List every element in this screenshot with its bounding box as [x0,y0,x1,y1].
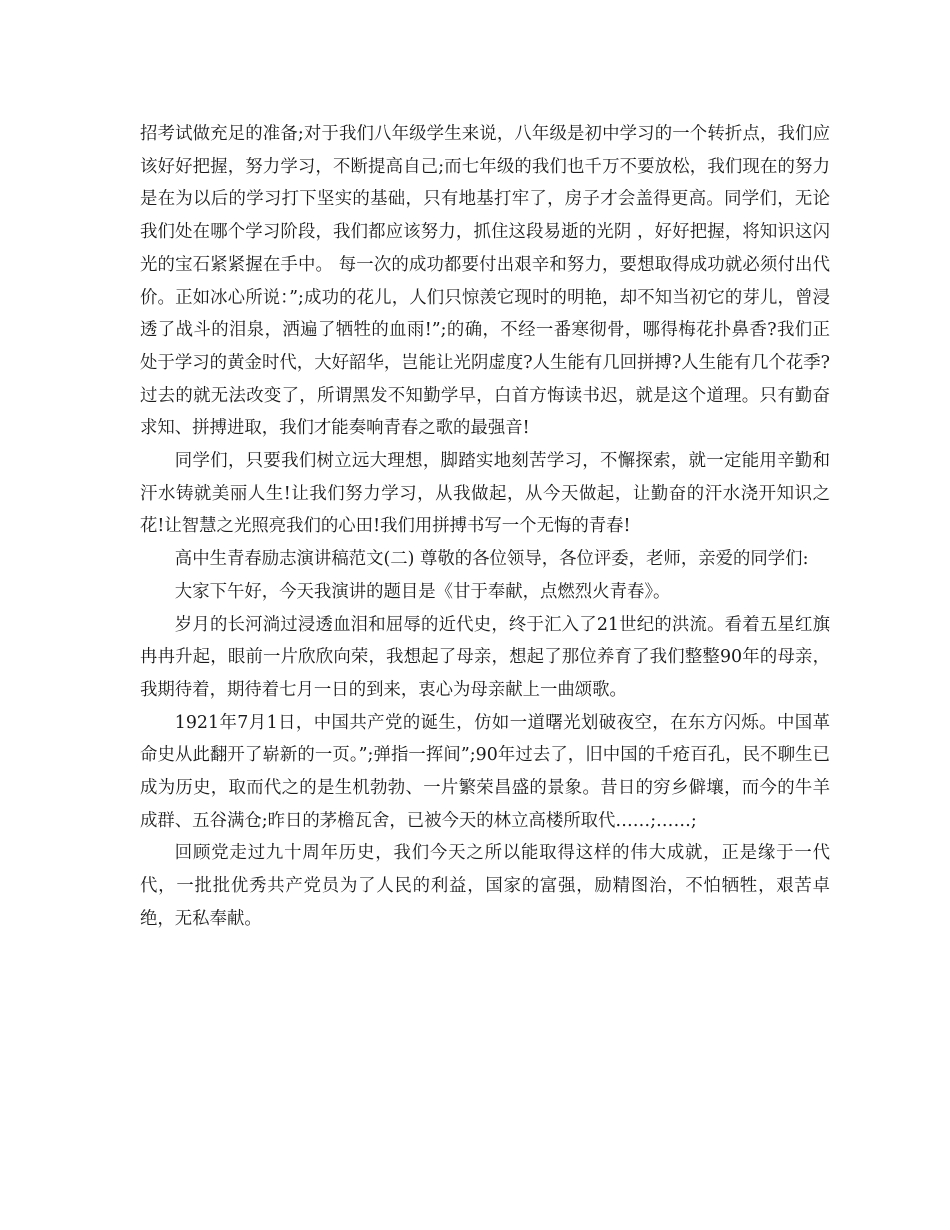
document-body [140,118,830,936]
paragraph-7: 回顾党走过九十周年历史，我们今天之所以能取得这样的伟大成就，正是缘于一代代，一批批优秀共产党员为了人民的利益，国家的富强，励精图治，不怕牺牲，艰苦卓绝，无私奉献。 [140,843,830,929]
paragraph-6: 1921年7月1日，中国共产党的诞生，仿如一道曙光划破夜空，在东方闪烁。中国革命史从此翻开了崭新的一页。”;弹指一挥间”;90年过去了，旧中国的千疮百孔，民不聊生已成为历史，取而代之的是生机勃勃、一片繁荣昌盛的景象。昔日的穷乡僻壤，而今的牛羊成群、五谷满仓;昨日的茅檐瓦舍，已被今天的林立高楼所取代……;……; [140,712,830,831]
paragraph-1: 招考试做充足的准备;对于我们八年级学生来说，八年级是初中学习的一个转折点，我们应该好好把握，努力学习，不断提高自己;而七年级的我们也千万不要放松，我们现在的努力是在为以后的学习打下坚实的基础，只有地基打牢了，房子才会盖得更高。同学们，无论我们处在哪个学习阶段，我们都应该努力，抓住这段易逝的光阴 ，好好把握，将知识这闪光的宝石紧紧握在手中。 每一次的成功都要付出艰辛和努力，要想取得成功就必须付出代价。正如冰心所说：”;成功的花儿，人们只惊羡它现时的明艳，却不知当初它的芽儿，曾浸透了战斗的泪泉，洒遍了牺牲的血雨!”;的确，不经一番寒彻骨，哪得梅花扑鼻香?我们正处于学习的黄金时代，大好韶华，岂能让光阴虚度?人生能有几回拼搏?人生能有几个花季?过去的就无法改变了，所谓黑发不知勤学早，白首方悔读书迟，就是这个道理。只有勤奋求知、拼搏进取，我们才能奏响青春之歌的最强音! [140,124,830,439]
paragraph-2: 同学们，只要我们树立远大理想，脚踏实地刻苦学习，不懈探索，就一定能用辛勤和汗水铸就美丽人生!让我们努力学习，从我做起，从今天做起，让勤奋的汗水浇开知识之花!让智慧之光照亮我们的心田!我们用拼搏书写一个无悔的青春! [140,451,830,537]
paragraph-5: 岁月的长河淌过浸透血泪和屈辱的近代史，终于汇入了21世纪的洪流。看着五星红旗冉冉升起，眼前一片欣欣向荣，我想起了母亲，想起了那位养育了我们整整90年的母亲，我期待着，期待着七月一日的到来，衷心为母亲献上一曲颂歌。 [140,614,830,700]
paragraph-4: 大家下午好，今天我演讲的题目是《甘于奉献，点燃烈火青春》。 [174,581,671,602]
paragraph-3-speech-title: 高中生青春励志演讲稿范文(二) 尊敬的各位领导，各位评委，老师，亲爱的同学们: [174,549,809,570]
